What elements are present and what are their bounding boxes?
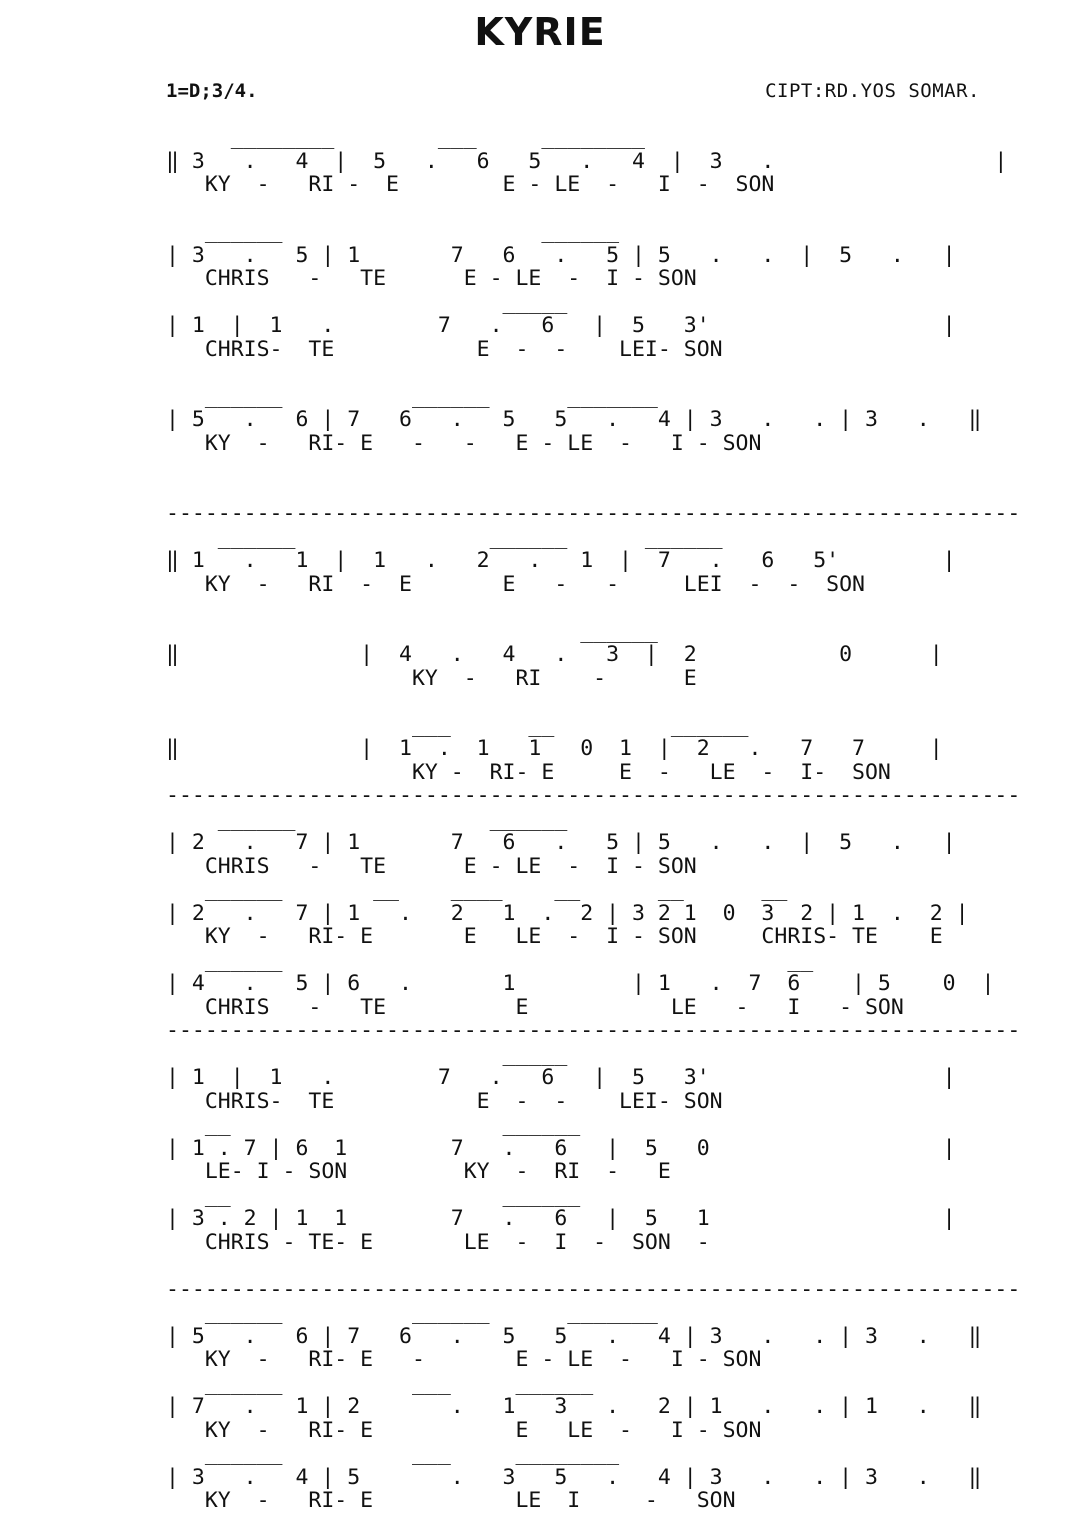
score-line: ________ ___ ________ xyxy=(166,125,645,150)
score-line: ______ ______ xyxy=(166,219,620,244)
score-line: | 7 . 1 | 2 . 1 3 . 2 | 1 . . | 1 . ‖ xyxy=(166,1394,982,1419)
score-line: | 1 | 1 . 7 . 6 | 5 3' | xyxy=(166,1065,956,1090)
score-line xyxy=(166,479,1020,503)
score-line: ‖ | 4 . 4 . 3 | 2 0 | xyxy=(166,642,943,667)
score-line: | 4 . 5 | 6 . 1 | 1 . 7 6 | 5 0 | xyxy=(166,971,995,996)
score-line: KY - RI - E E - LE - I - SON xyxy=(166,172,775,197)
score-line: | 3 . 4 | 5 . 3 5 . 4 | 3 . . | 3 . ‖ xyxy=(166,1464,982,1490)
score-line: __ ______ xyxy=(166,1112,581,1137)
score-line xyxy=(166,197,1020,221)
score-line: ------------------------------------------------------------------ xyxy=(166,501,1021,526)
score-line: KY - RI- E E LE - I - SON xyxy=(166,1417,762,1443)
score-line: CHRIS - TE E - LE - I - SON xyxy=(166,853,697,879)
score-line: | 1 | 1 . 7 . 6 | 5 3' | xyxy=(166,313,956,338)
score-line: _____ xyxy=(166,1041,568,1067)
score-line xyxy=(166,361,1020,385)
score-line: ------------------------------------------------------------------ xyxy=(166,1018,1021,1043)
score-line: ______ ______ ______ xyxy=(166,524,723,550)
page-title: KYRIE xyxy=(474,10,606,54)
score-line xyxy=(166,690,1020,714)
score-line: ______ xyxy=(166,618,658,644)
score-line: CHRIS - TE- E LE - I - SON - xyxy=(166,1229,710,1255)
composer-credit: CIPT:RD.YOS SOMAR. xyxy=(765,80,980,102)
score-line: CHRIS - TE E - LE - I - SON xyxy=(166,266,697,291)
score-line: KY - RI- E E LE - I - SON CHRIS- TE E xyxy=(166,924,943,949)
score-line: KY - RI- E - - E - LE - I - SON xyxy=(166,430,762,456)
score-line: CHRIS - TE E LE - I - SON xyxy=(166,994,904,1020)
score-line: ______ ______ _______ xyxy=(166,383,658,409)
score-line: LE- I - SON KY - RI - E xyxy=(166,1159,671,1184)
notation-score xyxy=(166,126,1020,1513)
score-line: KY - RI - E E - - LEI - - SON xyxy=(166,571,865,597)
score-line: ______ __ xyxy=(166,947,814,973)
score-line xyxy=(166,596,1020,620)
score-line: | 2 . 7 | 1 . 2 1 . 2 | 3 2 1 0 3 2 | 1 . 2 | xyxy=(166,900,969,926)
score-line: | 1 . 7 | 6 1 7 . 6 | 5 0 | xyxy=(166,1135,956,1161)
score-line: | 3 . 5 | 1 7 6 . 5 | 5 . . | 5 . | xyxy=(166,242,956,268)
score-line: CHRIS- TE E - - LEI- SON xyxy=(166,336,723,362)
score-line: ___ __ ______ xyxy=(166,712,749,738)
score-line: ______ ___ ________ xyxy=(166,1441,620,1466)
score-line: ‖ | 1 . 1 1 0 1 | 2 . 7 7 | xyxy=(166,736,943,761)
score-line: ______ ______ _______ xyxy=(166,1300,658,1325)
score-line: | 3 . 2 | 1 1 7 . 6 | 5 1 | xyxy=(166,1206,956,1231)
score-line: | 2 . 7 | 1 7 6 . 5 | 5 . . | 5 . | xyxy=(166,830,956,855)
score-line: __ ______ xyxy=(166,1182,581,1208)
score-line: | 5 . 6 | 7 6 . 5 5 . 4 | 3 . . | 3 . ‖ xyxy=(166,407,982,432)
score-line xyxy=(166,1254,1020,1278)
score-line: KY - RI- E - E - LE - I - SON xyxy=(166,1347,762,1372)
score-line: ______ ___ ______ xyxy=(166,1370,594,1396)
score-line: KY - RI- E LE I - SON xyxy=(166,1488,736,1513)
score-line: ‖ 3 . 4 | 5 . 6 5 . 4 | 3 . | xyxy=(166,148,1008,174)
score-line xyxy=(166,455,1020,479)
score-line: CHRIS- TE E - - LEI- SON xyxy=(166,1088,723,1114)
score-line: | 5 . 6 | 7 6 . 5 5 . 4 | 3 . . | 3 . ‖ xyxy=(166,1323,982,1349)
score-line: ‖ 1 . 1 | 1 . 2 . 1 | 7 . 6 5' | xyxy=(166,548,956,573)
score-line: KY - RI- E E - LE - I- SON xyxy=(166,759,891,785)
score-line: ______ __ ____ __ __ __ xyxy=(166,877,788,902)
score-line: ______ ______ xyxy=(166,806,568,832)
score-line: KY - RI - E xyxy=(166,665,697,691)
key-signature: 1=D;3/4. xyxy=(166,80,258,102)
score-line: _____ xyxy=(166,289,568,315)
score-line: ------------------------------------------------------------------ xyxy=(166,783,1021,808)
score-line: ------------------------------------------------------------------ xyxy=(166,1276,1021,1302)
